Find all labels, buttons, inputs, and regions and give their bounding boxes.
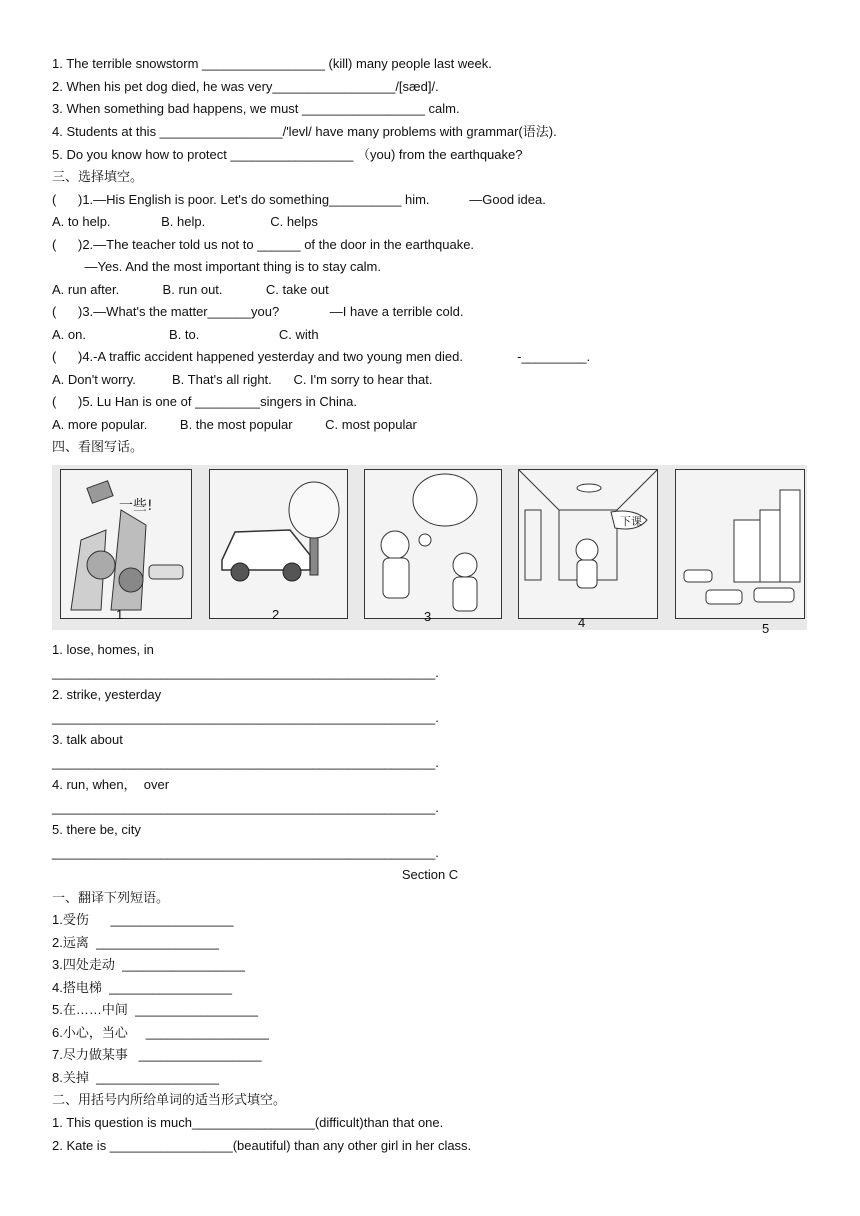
question-line: ( )3.—What's the matter______you? —I have a terrible cold.: [52, 304, 464, 319]
options-line: A. Don't worry. B. That's all right. C. I'm sorry to hear that.: [52, 372, 433, 387]
boys-talking-illustration: [365, 470, 501, 618]
panel-caption: 一些!: [119, 498, 153, 514]
answer-line: _____________________________________________________.: [52, 710, 439, 725]
prompt-line: 5. there be, city: [52, 822, 141, 837]
answer-line: _____________________________________________________.: [52, 665, 439, 680]
phrase-line: 4.搭电梯 _________________: [52, 980, 232, 995]
exercise-line: 2. Kate is _________________(beautiful) than any other girl in her class.: [52, 1138, 472, 1153]
phrase-line: 3.四处走动 _________________: [52, 957, 245, 972]
section-heading: 一、翻译下列短语。: [52, 890, 170, 905]
picture-panel-3: [364, 469, 502, 619]
exercise-line: 5. Do you know how to protect _________________ （you) from the earthquake?: [52, 147, 523, 162]
options-line: A. on. B. to. C. with: [52, 327, 319, 342]
picture-panel-1: [60, 469, 192, 619]
section-heading: 二、用括号内所给单词的适当形式填空。: [52, 1092, 287, 1107]
exercise-line: 1. The terrible snowstorm _________________ (kill) many people last week.: [52, 56, 492, 71]
question-line: ( )2.—The teacher told us not to ______ of the door in the earthquake.: [52, 237, 475, 252]
earthquake-illustration: [61, 470, 191, 618]
prompt-line: 2. strike, yesterday: [52, 687, 162, 702]
picture-number: 1: [116, 607, 124, 622]
phrase-line: 6.小心，当心 _________________: [52, 1025, 269, 1040]
panel-caption: 下课: [620, 515, 642, 528]
answer-line: _____________________________________________________.: [52, 800, 439, 815]
section-title: Section C: [401, 867, 459, 882]
picture-number: 2: [272, 607, 280, 622]
question-line: ( )4.-A traffic accident happened yesterday and two young men died. -_________.: [52, 349, 591, 364]
prompt-line: 4. run, when， over: [52, 777, 170, 792]
picture-strip: [52, 465, 807, 636]
prompt-line: 1. lose, homes, in: [52, 642, 154, 657]
exercise-line: 3. When something bad happens, we must _________________ calm.: [52, 101, 460, 116]
picture-number: 4: [578, 615, 586, 630]
phrase-line: 8.关掉 _________________: [52, 1070, 219, 1085]
options-line: A. run after. B. run out. C. take out: [52, 282, 329, 297]
picture-panel-4: [518, 469, 658, 619]
exercise-line: 4. Students at this _________________/'levl/ have many problems with grammar(语法).: [52, 124, 557, 139]
prompt-line: 3. talk about: [52, 732, 123, 747]
phrase-line: 5.在……中间 _________________: [52, 1002, 258, 1017]
options-line: A. more popular. B. the most popular C. most popular: [52, 417, 417, 432]
boy-running-illustration: [519, 470, 657, 618]
exercise-line: 1. This question is much_________________(difficult)than that one.: [52, 1115, 444, 1130]
city-illustration: [676, 470, 804, 618]
section-heading: 三、选择填空。: [52, 169, 144, 184]
question-line: ( )1.—His English is poor. Let's do something__________ him. —Good idea.: [52, 192, 546, 207]
car-tree-illustration: [210, 470, 347, 618]
answer-line: _____________________________________________________.: [52, 755, 439, 770]
picture-panel-2: [209, 469, 348, 619]
picture-number: 3: [424, 609, 432, 624]
answer-line: _____________________________________________________.: [52, 845, 439, 860]
exercise-line: 2. When his pet dog died, he was very_________________/[sæd]/.: [52, 79, 439, 94]
section-heading: 四、看图写话。: [52, 439, 144, 454]
phrase-line: 2.远离 _________________: [52, 935, 219, 950]
picture-number: 5: [762, 621, 770, 636]
phrase-line: 1.受伤 _________________: [52, 912, 234, 927]
picture-panel-5: [675, 469, 805, 619]
phrase-line: 7.尽力做某事 _________________: [52, 1047, 262, 1062]
question-line: —Yes. And the most important thing is to stay calm.: [52, 259, 381, 274]
question-line: ( )5. Lu Han is one of _________singers in China.: [52, 394, 357, 409]
options-line: A. to help. B. help. C. helps: [52, 214, 318, 229]
